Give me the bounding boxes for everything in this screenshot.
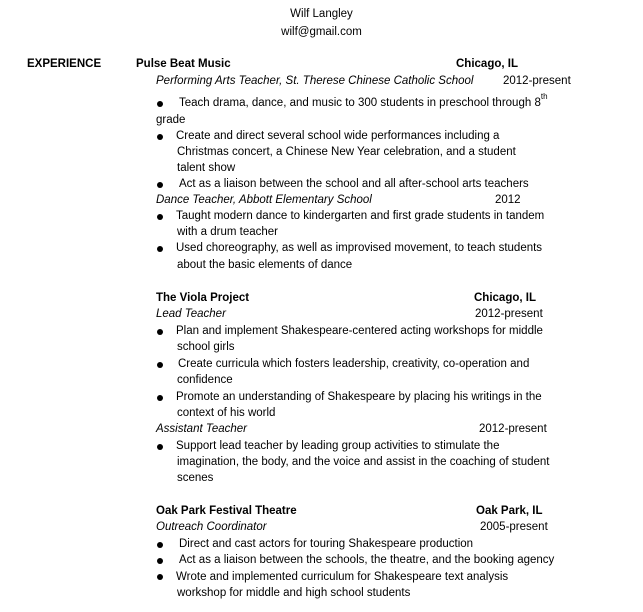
bullet-text: Act as a liaison between the schools, the theatre, and the booking agency — [179, 554, 555, 566]
bullet-icon — [157, 246, 163, 252]
bullet-icon — [157, 182, 163, 188]
role-dates: 2012-present — [475, 308, 543, 320]
bullet-text-cont: with a drum teacher — [177, 226, 278, 238]
bullet-text-cont: imagination, the body, and the voice and assist in the coaching of student — [177, 456, 550, 468]
role-dates: 2012 — [495, 194, 521, 206]
bullet-icon — [157, 214, 163, 220]
role-title: Assistant Teacher — [156, 423, 247, 435]
ordinal-suffix: th — [540, 92, 548, 101]
section-label-experience: EXPERIENCE — [27, 58, 102, 70]
job-location: Chicago, IL — [456, 58, 518, 70]
bullet-icon — [157, 444, 163, 450]
bullet-text-cont: workshop for middle and high school students — [177, 587, 411, 599]
bullet-icon — [157, 101, 163, 107]
bullet-text-cont: about the basic elements of dance — [177, 259, 353, 271]
bullet-text-cont: grade — [156, 114, 186, 126]
role-title: Lead Teacher — [156, 308, 226, 320]
bullet-text: Promote an understanding of Shakespeare by placing his writings in the — [176, 391, 542, 403]
job-location: Oak Park, IL — [476, 505, 543, 517]
job-org: The Viola Project — [156, 292, 250, 304]
bullet-text: Support lead teacher by leading group activities to stimulate the — [176, 440, 500, 452]
bullet-text-cont: confidence — [177, 374, 233, 386]
role-dates: 2012-present — [479, 423, 547, 435]
bullet-text-cont: school girls — [177, 341, 235, 353]
bullet-text: Wrote and implemented curriculum for Shakespeare text analysis — [176, 571, 509, 583]
bullet-icon — [157, 574, 163, 580]
job-org: Pulse Beat Music — [136, 58, 231, 70]
bullet-icon — [157, 395, 163, 401]
bullet-text: Used choreography, as well as improvised movement, to teach students — [176, 242, 543, 254]
bullet-icon — [157, 362, 163, 368]
role-title: Dance Teacher, Abbott Elementary School — [156, 194, 372, 206]
bullet-text-cont: talent show — [177, 162, 236, 174]
bullet-icon — [157, 329, 163, 335]
bullet-text: Create curricula which fosters leadership, creativity, co-operation and — [178, 358, 530, 370]
job-org: Oak Park Festival Theatre — [156, 505, 297, 517]
bullet-text: Act as a liaison between the school and all after-school arts teachers — [179, 178, 529, 190]
candidate-name: Wilf Langley — [290, 8, 353, 20]
role-title: Performing Arts Teacher, St. Therese Chinese Catholic School — [156, 75, 474, 87]
candidate-email: wilf@gmail.com — [281, 26, 362, 38]
bullet-text-cont: scenes — [177, 472, 214, 484]
role-title: Outreach Coordinator — [156, 521, 267, 533]
bullet-icon — [157, 134, 163, 140]
role-dates: 2012-present — [503, 75, 571, 87]
job-location: Chicago, IL — [474, 292, 536, 304]
role-dates: 2005-present — [480, 521, 548, 533]
bullet-icon — [157, 542, 163, 548]
bullet-text-cont: context of his world — [177, 407, 276, 419]
bullet-text: Direct and cast actors for touring Shakespeare production — [179, 538, 474, 550]
bullet-text: Create and direct several school wide performances including a — [176, 130, 500, 142]
bullet-text-cont: Christmas concert, a Chinese New Year celebration, and a student — [177, 146, 516, 158]
bullet-text: Teach drama, dance, and music to 300 students in preschool through 8 — [179, 97, 541, 109]
bullet-text: Plan and implement Shakespeare-centered acting workshops for middle — [176, 325, 543, 337]
bullet-icon — [157, 558, 163, 564]
bullet-text: Taught modern dance to kindergarten and first grade students in tandem — [176, 210, 545, 222]
